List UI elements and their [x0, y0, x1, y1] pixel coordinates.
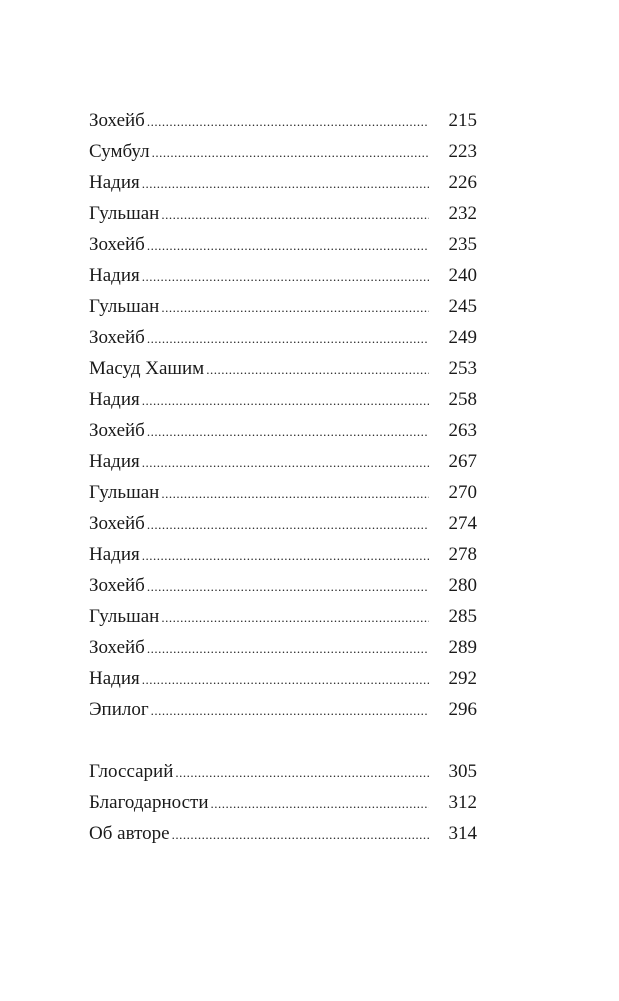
dot-leader: [161, 292, 429, 323]
toc-entry-title: Гульшан: [89, 203, 160, 224]
toc-entry-title: Надия: [89, 265, 140, 286]
dot-leader: [161, 478, 429, 509]
toc-entry-page-number: 274: [448, 513, 477, 534]
toc-entry-title: Надия: [89, 389, 140, 410]
toc-entry-title: Гульшан: [89, 606, 160, 627]
toc-entry[interactable]: [89, 787, 477, 818]
dot-leader: [175, 757, 429, 788]
toc-entry-title: Надия: [89, 544, 140, 565]
dot-leader: [142, 385, 429, 416]
toc-entry-page-number: 240: [448, 265, 477, 286]
dot-leader: [142, 447, 429, 478]
toc-entry-title: Зохейб: [89, 637, 145, 658]
toc-entry-page-number: 305: [448, 761, 477, 782]
toc-entry-title: Благодарности: [89, 792, 209, 813]
toc-entry-page-number: 249: [448, 327, 477, 348]
toc-entry-title: Зохейб: [89, 110, 145, 131]
toc-entry-page-number: 314: [448, 823, 477, 844]
dot-leader: [147, 416, 429, 447]
dot-leader: [151, 695, 429, 726]
dot-leader: [161, 199, 429, 230]
toc-entry[interactable]: [89, 260, 477, 291]
chapters-list: [89, 105, 477, 725]
toc-entry[interactable]: [89, 694, 477, 725]
toc-entry-page-number: 258: [448, 389, 477, 410]
toc-entry[interactable]: [89, 353, 477, 384]
toc-entry-page-number: 278: [448, 544, 477, 565]
toc-entry-page-number: 232: [448, 203, 477, 224]
toc-entry-title: Об авторе: [89, 823, 170, 844]
dot-leader: [147, 571, 429, 602]
dot-leader: [142, 540, 429, 571]
dot-leader: [142, 261, 429, 292]
toc-entry-title: Глоссарий: [89, 761, 174, 782]
toc-entry[interactable]: [89, 415, 477, 446]
toc-entry-page-number: 292: [448, 668, 477, 689]
toc-entry-title: Зохейб: [89, 575, 145, 596]
toc-entry-title: Зохейб: [89, 234, 145, 255]
toc-entry-title: Гульшан: [89, 482, 160, 503]
toc-entry-page-number: 253: [448, 358, 477, 379]
toc-entry[interactable]: [89, 477, 477, 508]
toc-entry-page-number: 296: [448, 699, 477, 720]
appendix-list: [89, 756, 477, 849]
toc-entry-title: Надия: [89, 451, 140, 472]
toc-entry[interactable]: [89, 291, 477, 322]
dot-leader: [147, 230, 429, 261]
toc-entry-page-number: 312: [448, 792, 477, 813]
toc-entry-title: Надия: [89, 668, 140, 689]
toc-entry[interactable]: [89, 663, 477, 694]
toc-entry-page-number: 226: [448, 172, 477, 193]
toc-entry-title: Зохейб: [89, 420, 145, 441]
toc-entry-page-number: 235: [448, 234, 477, 255]
toc-entry-title: Зохейб: [89, 513, 145, 534]
toc-entry[interactable]: [89, 570, 477, 601]
dot-leader: [147, 106, 429, 137]
dot-leader: [147, 633, 429, 664]
toc-entry[interactable]: [89, 632, 477, 663]
toc-entry[interactable]: [89, 539, 477, 570]
dot-leader: [172, 819, 429, 850]
toc-entry[interactable]: [89, 322, 477, 353]
toc-entry-title: Зохейб: [89, 327, 145, 348]
toc-entry[interactable]: [89, 105, 477, 136]
toc-entry-page-number: 263: [448, 420, 477, 441]
toc-entry[interactable]: [89, 229, 477, 260]
toc-entry-page-number: 245: [448, 296, 477, 317]
toc-entry-page-number: 215: [448, 110, 477, 131]
toc-entry[interactable]: [89, 601, 477, 632]
toc-entry-page-number: 270: [448, 482, 477, 503]
toc-entry[interactable]: [89, 756, 477, 787]
toc-entry[interactable]: [89, 167, 477, 198]
toc-entry-title: Эпилог: [89, 699, 149, 720]
toc-entry-title: Масуд Хашим: [89, 358, 205, 379]
toc-entry-title: Сумбул: [89, 141, 150, 162]
toc-entry-title: Гульшан: [89, 296, 160, 317]
dot-leader: [206, 354, 429, 385]
toc-entry-page-number: 280: [448, 575, 477, 596]
toc-entry-page-number: 285: [448, 606, 477, 627]
dot-leader: [147, 323, 429, 354]
dot-leader: [152, 137, 429, 168]
toc-entry[interactable]: [89, 818, 477, 849]
toc-entry[interactable]: [89, 198, 477, 229]
toc-entry-page-number: 267: [448, 451, 477, 472]
table-of-contents: [89, 105, 477, 849]
toc-entry[interactable]: [89, 446, 477, 477]
toc-entry[interactable]: [89, 384, 477, 415]
dot-leader: [161, 602, 429, 633]
dot-leader: [142, 664, 429, 695]
toc-entry[interactable]: [89, 136, 477, 167]
dot-leader: [147, 509, 429, 540]
toc-entry-title: Надия: [89, 172, 140, 193]
toc-entry[interactable]: [89, 508, 477, 539]
toc-entry-page-number: 289: [448, 637, 477, 658]
toc-entry-page-number: 223: [448, 141, 477, 162]
dot-leader: [142, 168, 429, 199]
dot-leader: [211, 788, 430, 819]
